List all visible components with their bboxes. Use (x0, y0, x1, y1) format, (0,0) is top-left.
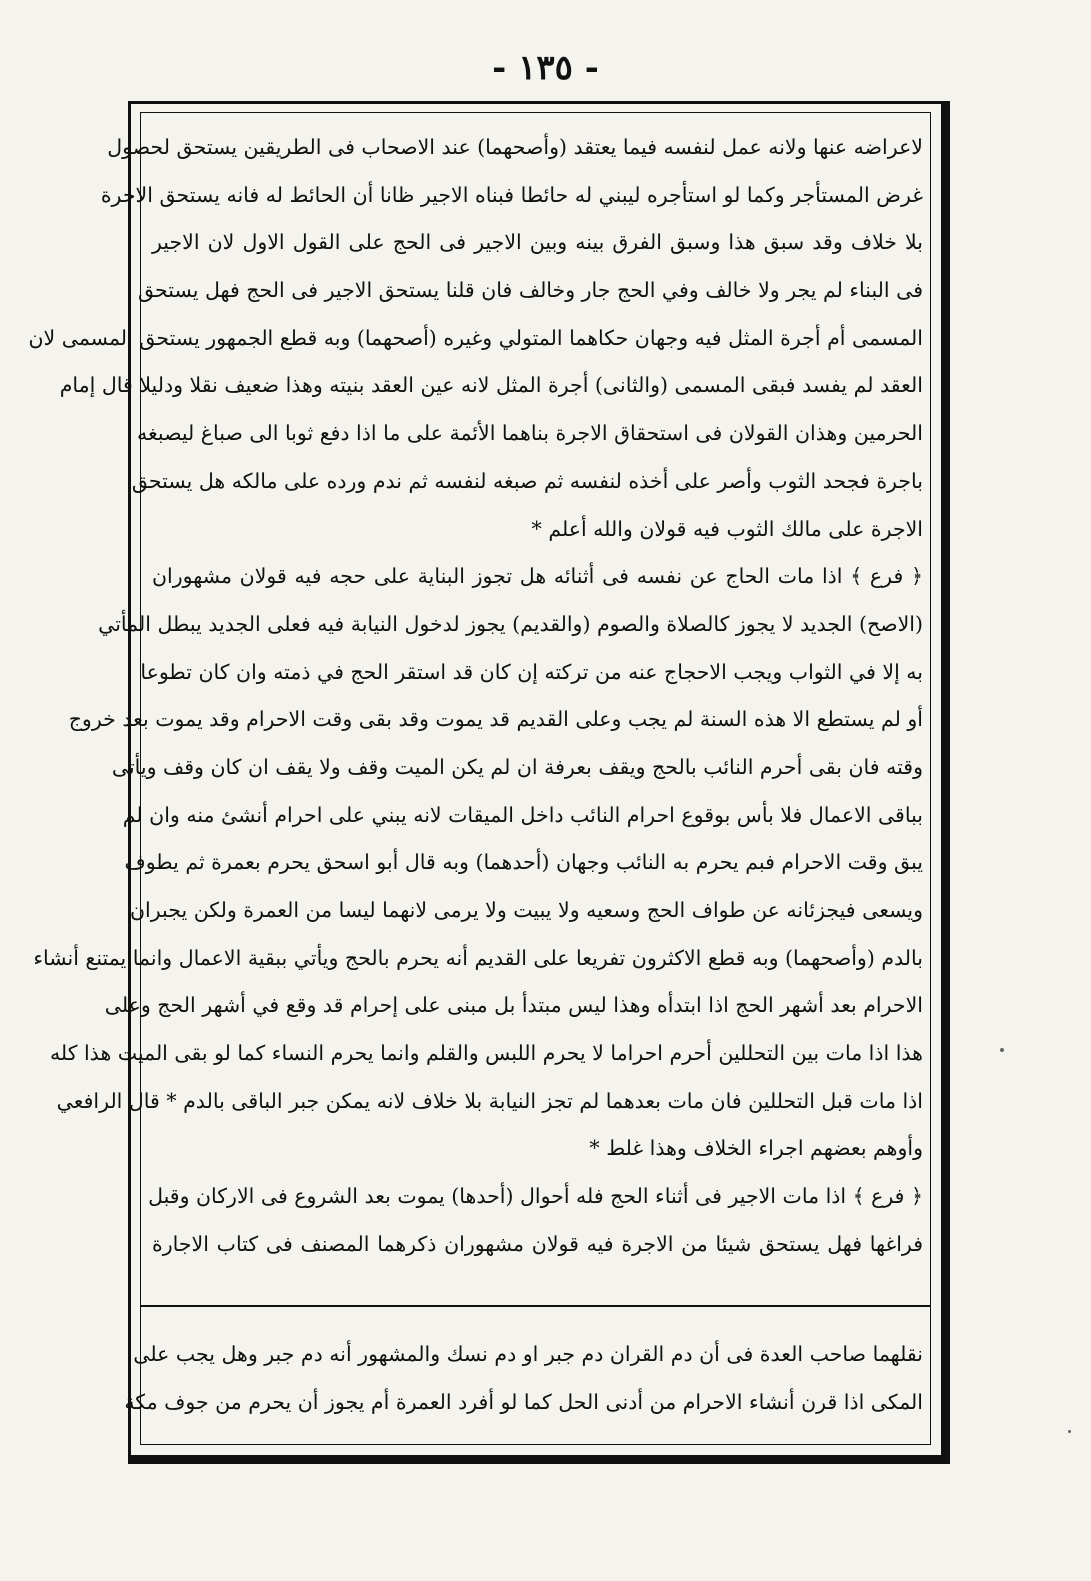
scan-speck (1068, 1430, 1071, 1433)
text-line: العقد لم يفسد فبقى المسمى (والثانى) أجرة المثل لانه عين العقد بنيته وهذا ضعيف نقلا ودليلا قال إمام (59, 373, 923, 398)
text-line: فى البناء لم يجر ولا خالف وفي الحج جار وخالف فان قلنا يستحق الاجير فى الحج فهل يستحق (137, 278, 923, 303)
text-line: بباقى الاعمال فلا بأس بوقوع احرام النائب داخل الميقات لانه يبني على احرام أنشئ منه وان لم (122, 802, 923, 827)
text-line: أو لم يستطع الا هذه السنة لم يجب وعلى القديم قد يموت وقد بقى وقت الاحرام وقد يموت بعد خروج (68, 707, 923, 732)
text-line: بلا خلاف وقد سبق هذا وسبق الفرق بينه وبين الاجير فى الحج على القول الاول لان الاجير (152, 230, 923, 255)
text-line: وأوهم بعضهم اجراء الخلاف وهذا غلط * (589, 1136, 923, 1161)
text-line: بالدم (وأصحهما) وبه قطع الاكثرون تفريعا على القديم أنه يحرم بالحج ويأتي ببقية الاعمال وانما يمتنع أنشاء (33, 945, 923, 970)
text-line: فراغها فهل يستحق شيئا من الاجرة فيه قولان مشهوران ذكرهما المصنف فى كتاب الاجارة (152, 1231, 923, 1256)
footnote (124, 1330, 923, 1426)
text-line: المسمى أم أجرة المثل فيه وجهان حكاهما المتولي وغيره (أصحهما) وبه قطع الجمهور يستحق المسمى لان (28, 325, 923, 350)
scan-speck (1000, 1048, 1004, 1052)
footnote-line: نقلهما صاحب العدة فى أن دم القران دم جبر او دم نسك والمشهور أنه دم جبر وهل يجب على (133, 1342, 923, 1366)
text-line: به إلا في الثواب ويجب الاحجاج عنه من تركته إن كان قد استقر الحج في ذمته وان كان تطوعا (140, 659, 923, 684)
text-line: وقته فان بقى أحرم النائب بالحج ويقف بعرفة ان لم يكن الميت وقف ولا يقف ان كان وقف ويأتى (111, 754, 923, 779)
text-line: ﴿ فرع ﴾ اذا مات الحاج عن نفسه فى أثنائه هل تجوز البناية على حجه فيه قولان مشهوران (152, 564, 923, 589)
main-text (28, 124, 923, 1269)
text-line: الاحرام بعد أشهر الحج اذا ابتدأه وهذا ليس مبتدأ بل مبنى على إحرام قد وقع في أشهر الحج وعلى (104, 993, 923, 1018)
text-line: باجرة فجحد الثوب وأصر على أخذه لنفسه ثم صبغه لنفسه ثم ندم ورده على مالكه هل يستحق (131, 468, 923, 493)
text-line: يبق وقت الاحرام فبم يحرم به النائب وجهان (أحدهما) وبه قال أبو اسحق يحرم بعمرة ثم يطوف (124, 850, 923, 875)
text-line: غرض المستأجر وكما لو استأجره ليبني له حائطا فبناه الاجير ظانا أن الحائط له فانه يستحق الاجرة (100, 182, 923, 207)
text-line: هذا اذا مات بين التحللين أحرم احراما لا يحرم اللبس والقلم وانما يحرم النساء كما لو بقى الميت هذا كله (49, 1041, 923, 1066)
text-line: اذا مات قبل التحللين فان مات بعدهما لم تجز النيابة بلا خلاف لانه يمكن جبر الباقى بالدم * قال الرافعي (56, 1088, 923, 1113)
text-line: (الاصح) الجديد لا يجوز كالصلاة والصوم (والقديم) يجوز لدخول النيابة فيه فعلى الجديد يبطل المأتي (98, 611, 923, 636)
text-line: ﴿ فرع ﴾ اذا مات الاجير فى أثناء الحج فله أحوال (أحدها) يموت بعد الشروع فى الاركان وقبل (148, 1184, 923, 1209)
text-line: ويسعى فيجزئانه عن طواف الحج وسعيه ولا يبيت ولا يرمى لانهما ليسا من العمرة ولكن يجبران (130, 898, 923, 922)
footnote-separator (140, 1305, 931, 1307)
text-line: الاجرة على مالك الثوب فيه قولان والله أعلم * (531, 516, 923, 541)
text-line: الحرمين وهذان القولان فى استحقاق الاجرة بناهما الأئمة على ما اذا دفع ثوبا الى صباغ ليصبغه (137, 421, 923, 446)
text-line: لاعراضه عنها ولانه عمل لنفسه فيما يعتقد (وأصحهما) عند الاصحاب فى الطريقين يستحق لحصول (107, 135, 923, 159)
page-number: - ١٣٥ - (492, 48, 599, 88)
footnote-line: المكى اذا قرن أنشاء الاحرام من أدنى الحل كما لو أفرد العمرة أم يجوز أن يحرم من جوف مكة (124, 1390, 923, 1414)
